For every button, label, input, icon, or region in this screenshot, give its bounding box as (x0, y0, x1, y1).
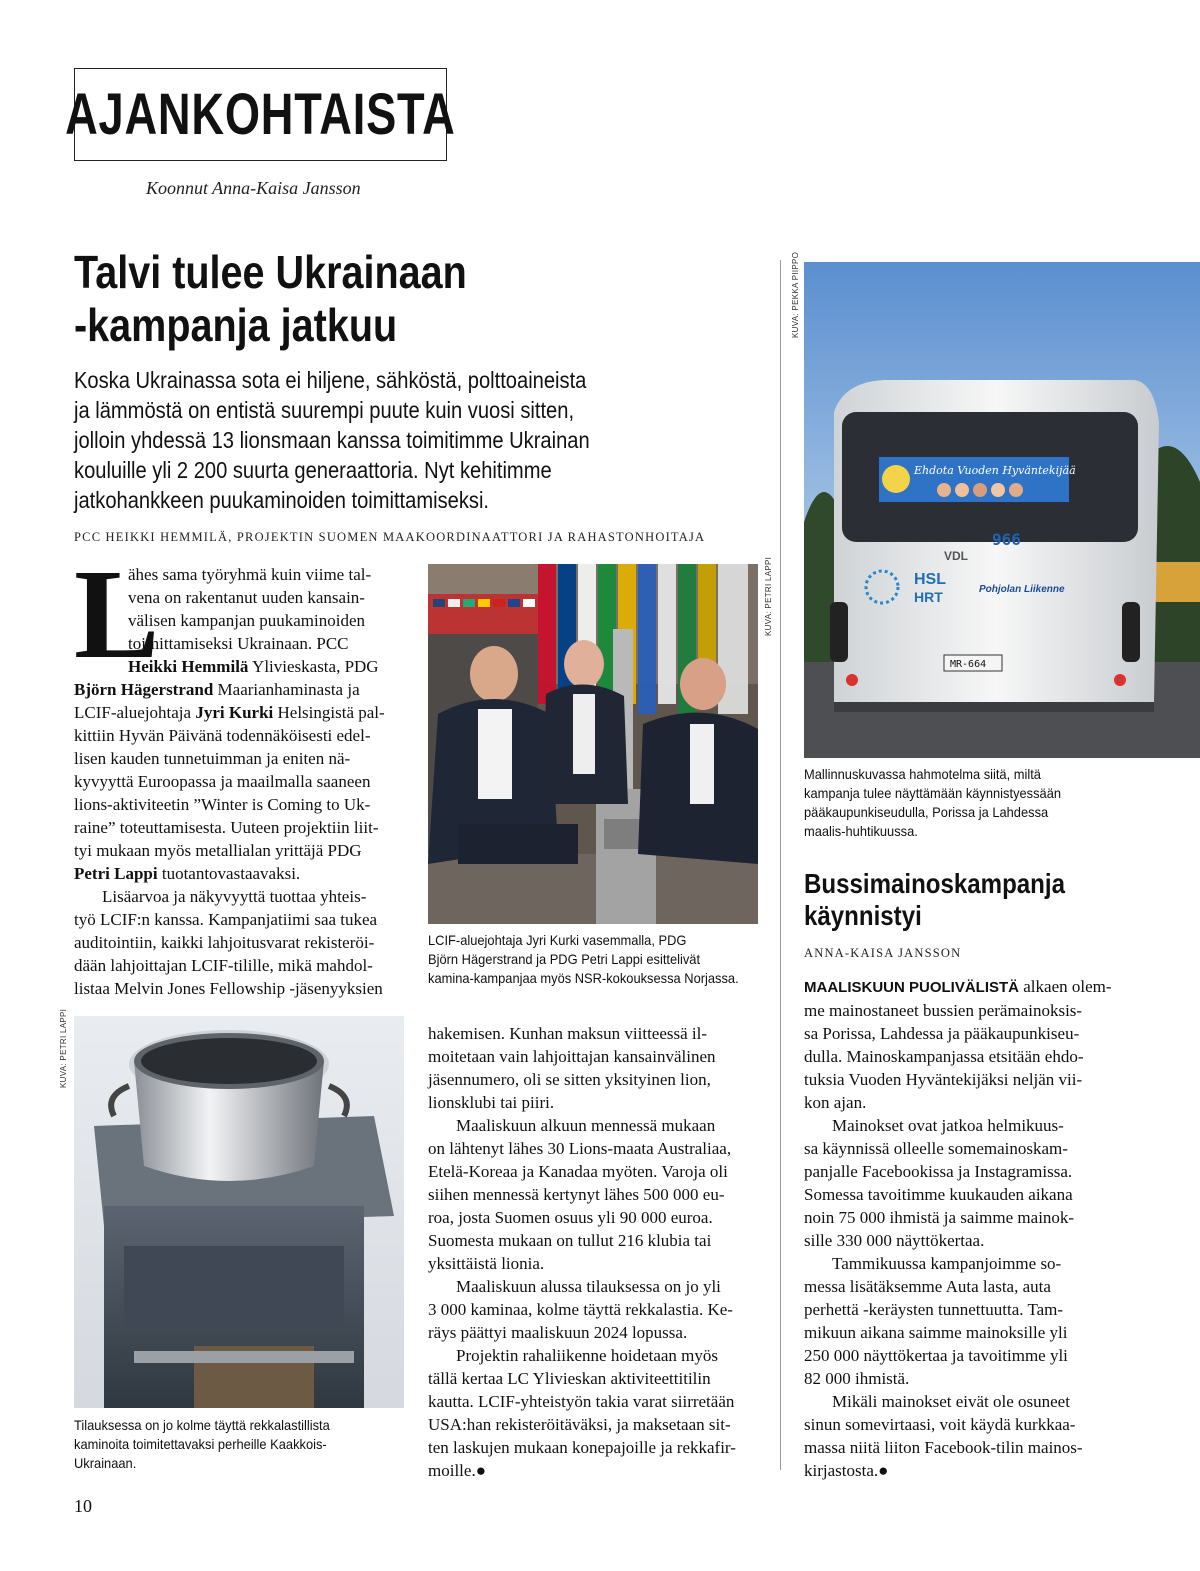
stove-photo (74, 1016, 404, 1408)
stove-photo-caption (74, 1416, 404, 1473)
ad-banner-text: Ehdota Vuoden Hyväntekijää (914, 464, 1076, 477)
headline-line: -kampanja jatkuu (74, 299, 398, 351)
body-line: panjalle Facebookissa ja Instagramissa. (804, 1162, 1073, 1181)
body-line: jäsennumero, oli se sitten yksityinen lion, (428, 1070, 711, 1089)
body-text: alkaen olem- (1019, 977, 1112, 996)
body-line: Mainokset ovat jatkoa helmikuus- (832, 1116, 1064, 1135)
col2-body (428, 1022, 758, 1482)
body-line: Maaliskuun alkuun mennessä mukaan (456, 1116, 716, 1135)
caption-line: LCIF-aluejohtaja Jyri Kurki vasemmalla, PDG (428, 932, 687, 948)
caption-line: Björn Hägerstrand ja PDG Petri Lappi esittelivät (428, 951, 701, 967)
lead-line: jatkohankkeen puukaminoiden toimittamiseksi. (74, 487, 490, 513)
photo-credit: KUVA: PETRI LAPPI (59, 1008, 68, 1088)
body-line: massa niitä liiton Facebook-tilin mainos- (804, 1438, 1083, 1457)
body-line: raine” toteuttamisesta. Uuteen projektiin liit- (74, 818, 379, 837)
bus-photo (804, 262, 1200, 758)
body-line: tyi mukaan myös metallialan yrittäjä PDG (74, 841, 362, 860)
body-line (74, 701, 404, 724)
body-line: kon ajan. (804, 1093, 867, 1112)
body-line: kautta. LCIF-yhteistyön takia varat siirretään (428, 1392, 735, 1411)
lead-line: jolloin yhdessä 13 lionsmaan kanssa toimitimme Ukrainan (74, 427, 590, 453)
sidebar-body (804, 975, 1114, 1482)
body-line: ten laskujen mukaan konepajoille ja rekkafir- (428, 1438, 736, 1457)
body-line (74, 862, 404, 885)
caption-line: kamina-kampanjaa myös NSR-kokouksessa Norjassa. (428, 970, 739, 986)
bus-number: 966 (992, 530, 1021, 549)
body-line: Suomesta mukaan on tullut 216 klubia tai (428, 1231, 712, 1250)
caption-line: maalis-huhtikuussa. (804, 823, 918, 839)
group-photo (428, 564, 758, 924)
body-line: listaa Melvin Jones Fellowship -jäsenyyksien (74, 979, 383, 998)
lead-line: Koska Ukrainassa sota ei hiljene, sähköstä, polttoaineista (74, 367, 587, 393)
body-line: noin 75 000 ihmistä ja saimme mainok- (804, 1208, 1075, 1227)
caption-line: Tilauksessa on jo kolme täyttä rekkalastillista (74, 1417, 330, 1433)
body-line: dulla. Mainoskampanjassa etsitään ehdo- (804, 1047, 1084, 1066)
person-name: Jyri Kurki (195, 703, 274, 722)
headline-line: Bussimainoskampanja (804, 868, 1065, 899)
body-line: Lisäarvoa ja näkyvyyttä tuottaa yhteis- (102, 887, 367, 906)
stove-photo-image (74, 1016, 404, 1408)
article-lead (74, 365, 634, 515)
body-text: Helsingistä pal- (273, 703, 385, 722)
drop-cap: L (74, 543, 160, 685)
article-byline: PCC HEIKKI HEMMILÄ, PROJEKTIN SUOMEN MAAKOORDINAATTORI JA RAHASTONHOITAJA (74, 530, 706, 544)
body-line: hakemisen. Kunhan maksun viitteessä il- (428, 1024, 708, 1043)
caption-line: Mallinnuskuvassa hahmotelma siitä, miltä (804, 766, 1041, 782)
body-line: kyvyyttä Euroopassa ja maailmalla saaneen (74, 772, 371, 791)
body-line: me mainostaneet bussien perämainoksis- (804, 1001, 1083, 1020)
body-line: USA:han rekisteröitäväksi, ja maksetaan sit- (428, 1415, 731, 1434)
license-plate: MR-664 (950, 659, 987, 670)
body-line (74, 678, 404, 701)
body-line: mikuun aikana saimme mainoksille yli (804, 1323, 1068, 1342)
caption-line: kaminoita toimitettavaksi perheille Kaakkois- (74, 1436, 327, 1452)
body-line: lisen kauden tunnetuimman ja eniten nä- (74, 749, 351, 768)
body-line: vena on rakentanut uuden kansain- (128, 588, 365, 607)
body-line (74, 655, 404, 678)
headline-line: käynnistyi (804, 900, 922, 931)
group-photo-caption (428, 931, 768, 988)
body-line: auditointiin, kaikki lahjoitusvarat rekisteröi- (74, 933, 375, 952)
bus-brand-vdl: VDL (944, 549, 968, 563)
body-line: dään lahjoittajan LCIF-tilille, mikä mahdol- (74, 956, 373, 975)
caption-line: pääkaupunkiseudulla, Porissa ja Lahdessa (804, 804, 1049, 820)
bus-photo-image (804, 262, 1200, 758)
section-title: AJANKOHTAISTA (65, 82, 456, 147)
body-line: yksittäistä lionia. (428, 1254, 545, 1273)
body-line (804, 975, 1114, 999)
body-line: 3 000 kaminaa, kolme täyttä rekkalastia. Ke- (428, 1300, 733, 1319)
headline-line: Talvi tulee Ukrainaan (74, 246, 467, 298)
body-line: Projektin rahaliikenne hoidetaan myös (456, 1346, 719, 1365)
lead-caps: MAALISKUUN PUOLIVÄLISTÄ (804, 979, 1019, 996)
body-line: tällä kertaa LC Ylivieskan aktiviteettitilin (428, 1369, 711, 1388)
body-line: on lähtenyt lähes 30 Lions-maata Australiaa, (428, 1139, 732, 1158)
body-line: välisen kampanjan puukaminoiden (128, 611, 365, 630)
body-line: toimittamiseksi Ukrainaan. PCC (128, 634, 349, 653)
section-header-box (65, 68, 456, 161)
hsl-logo: HSL (914, 571, 946, 588)
col1-dropcap-lines (128, 563, 404, 655)
compiled-by: Koonnut Anna-Kaisa Jansson (146, 178, 361, 198)
body-text: Ylivieskasta, PDG (248, 657, 379, 676)
body-line: moille.● (428, 1461, 486, 1480)
body-line: tuksia Vuoden Hyväntekijäksi neljän vii- (804, 1070, 1083, 1089)
body-line: Maaliskuun alussa tilauksessa on jo yli (456, 1277, 721, 1296)
body-line: Somessa tavoitimme kuukauden aikana (804, 1185, 1073, 1204)
body-line: Tammikuussa kampanjoimme so- (832, 1254, 1062, 1273)
person-name: Heikki Hemmilä (128, 657, 249, 676)
group-photo-image (428, 564, 758, 924)
body-line: lions-aktiviteetin ”Winter is Coming to Uk- (74, 795, 371, 814)
body-line: Mikäli mainokset eivät ole osuneet (832, 1392, 1070, 1411)
hrt-logo: HRT (914, 589, 943, 605)
caption-line: kampanja tulee näyttämään käynnistyessään (804, 785, 1062, 801)
column-divider (780, 260, 781, 1470)
body-line: sa käynnissä olleelle somemainoskam- (804, 1139, 1068, 1158)
photo-credit: KUVA: PETRI LAPPI (764, 556, 773, 636)
col1-body (74, 655, 404, 1000)
body-line: kirjastosta.● (804, 1461, 889, 1480)
lead-line: kouluille yli 2 200 suurta generaattoria. Nyt kehitimme (74, 457, 552, 483)
body-line: 250 000 näyttökertaa ja tavoitimme yli (804, 1346, 1068, 1365)
lead-line: ja lämmöstä on entistä suurempi puute kuin vuosi sitten, (74, 397, 575, 423)
body-text: Maarianhaminasta ja (213, 680, 360, 699)
body-line: 82 000 ihmistä. (804, 1369, 910, 1388)
body-text: tuotantovastaavaksi. (157, 864, 301, 883)
body-line: moitetaan vain lahjoittajan kansainvälinen (428, 1047, 716, 1066)
body-line: sille 330 000 näyttökertaa. (804, 1231, 985, 1250)
body-line: lionsklubi tai piiri. (428, 1093, 555, 1112)
body-line: räys päättyi maaliskuun 2024 lopussa. (428, 1323, 688, 1342)
body-line: ähes sama työryhmä kuin viime tal- (128, 565, 372, 584)
operator-logo: Pohjolan Liikenne (979, 584, 1065, 595)
bus-photo-caption (804, 765, 1144, 841)
page-number: 10 (74, 1496, 92, 1516)
body-line: työ LCIF:n kanssa. Kampanjatiimi saa tukea (74, 910, 378, 929)
article-headline (74, 246, 607, 352)
photo-credit: KUVA: PEKKA PIIPPO (791, 251, 800, 338)
body-line: Etelä-Koreaa ja Kanadaa myöten. Varoja oli (428, 1162, 728, 1181)
body-line: siihen mennessä kertynyt lähes 500 000 eu- (428, 1185, 725, 1204)
person-name: Petri Lappi (74, 864, 158, 883)
body-line: perhettä -keräysten tunnettuutta. Tam- (804, 1300, 1064, 1319)
sidebar-byline: ANNA-KAISA JANSSON (804, 946, 962, 960)
body-line: kittiin Hyvän Päivänä todennäköisesti edel- (74, 726, 371, 745)
body-line: sa Porissa, Lahdessa ja pääkaupunkiseu- (804, 1024, 1080, 1043)
person-name: Björn Hägerstrand (74, 680, 214, 699)
body-text: LCIF-aluejohtaja (74, 703, 196, 722)
sidebar-headline (804, 868, 1065, 932)
caption-line: Ukrainaan. (74, 1455, 137, 1471)
body-line: messa lisätäksemme Auta lasta, auta (804, 1277, 1051, 1296)
body-line: sinun somevirtaasi, voit käydä kurkkaa- (804, 1415, 1076, 1434)
body-line: roa, josta Suomen osuus yli 90 000 euroa. (428, 1208, 713, 1227)
